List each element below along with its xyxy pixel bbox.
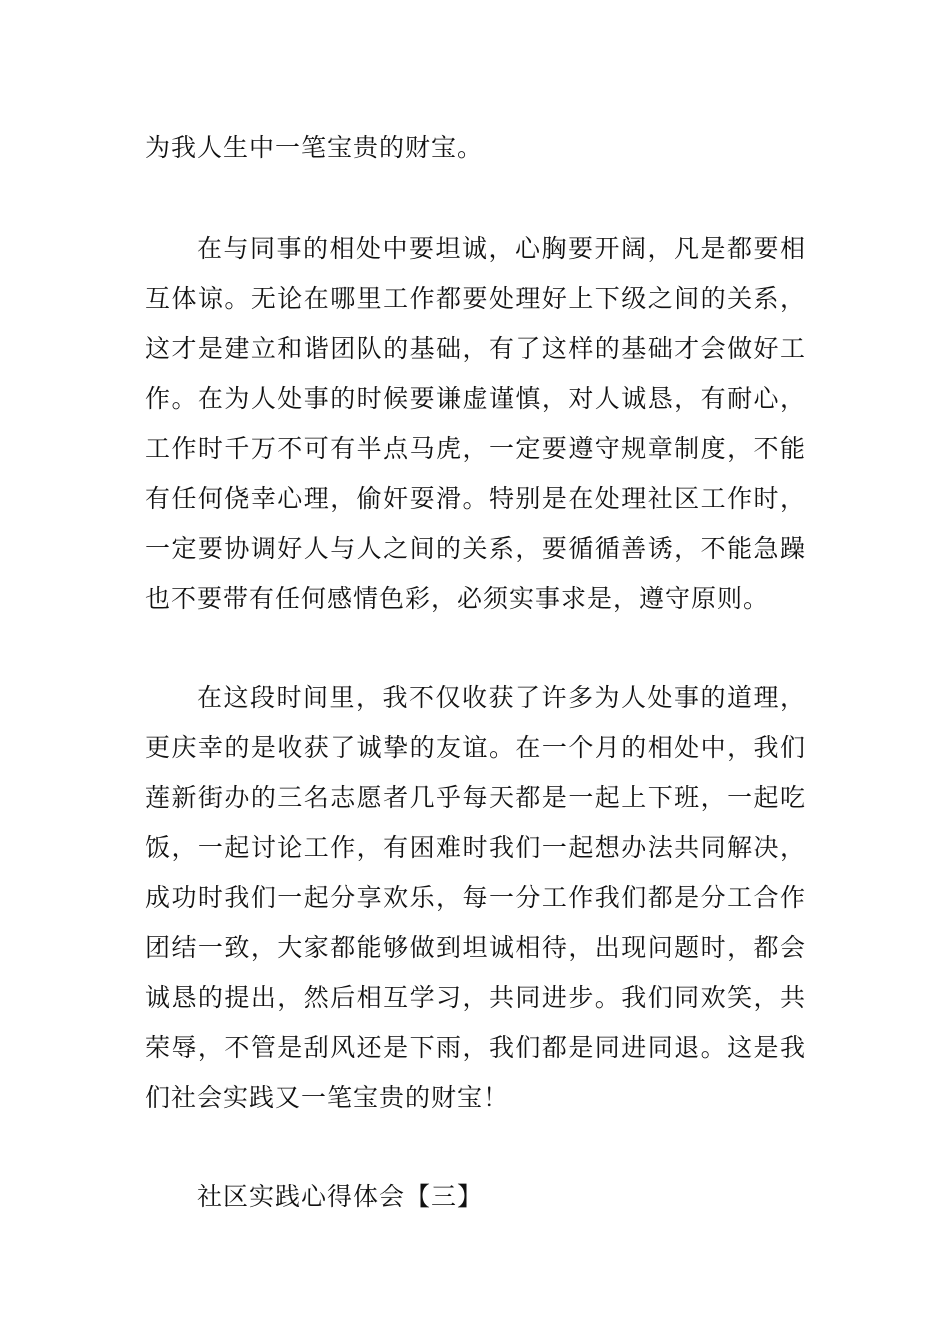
paragraph-2-line-2: 互体谅。无论在哪里工作都要处理好上下级之间的关系， [145, 284, 805, 313]
paragraph-3-line-8: 荣辱，不管是刮风还是下雨，我们都是同进同退。这是我 [145, 1033, 805, 1062]
paragraph-2-line-6: 有任何侥幸心理，偷奸耍滑。特别是在处理社区工作时， [145, 484, 805, 513]
section-heading: 社区实践心得体会【三】 [197, 1182, 484, 1211]
paragraph-3-line-4: 饭，一起讨论工作，有困难时我们一起想办法共同解决， [145, 833, 805, 862]
paragraph-2-line-4: 作。在为人处事的时候要谦虚谨慎，对人诚恳，有耐心， [145, 384, 805, 413]
paragraph-3-line-6: 团结一致，大家都能够做到坦诚相待，出现问题时，都会 [145, 933, 805, 962]
paragraph-1-line-1: 为我人生中一笔宝贵的财宝。 [145, 133, 484, 162]
paragraph-2-line-8: 也不要带有任何感情色彩，必须实事求是，遵守原则。 [145, 584, 770, 613]
paragraph-3-line-2: 更庆幸的是收获了诚挚的友谊。在一个月的相处中，我们 [145, 733, 805, 762]
paragraph-2-line-5: 工作时千万不可有半点马虎，一定要遵守规章制度，不能 [145, 434, 805, 463]
paragraph-3-line-7: 诚恳的提出，然后相互学习，共同进步。我们同欢笑，共 [145, 983, 805, 1012]
paragraph-3-line-3: 莲新街办的三名志愿者几乎每天都是一起上下班，一起吃 [145, 783, 805, 812]
paragraph-2-line-7: 一定要协调好人与人之间的关系，要循循善诱，不能急躁 [145, 534, 805, 563]
paragraph-3-line-1: 在这段时间里，我不仅收获了许多为人处事的道理， [197, 683, 805, 712]
paragraph-3-line-9: 们社会实践又一笔宝贵的财宝！ [145, 1083, 510, 1112]
paragraph-2-line-1: 在与同事的相处中要坦诚，心胸要开阔，凡是都要相 [197, 234, 805, 263]
paragraph-3-line-5: 成功时我们一起分享欢乐，每一分工作我们都是分工合作 [145, 883, 805, 912]
paragraph-2-line-3: 这才是建立和谐团队的基础，有了这样的基础才会做好工 [145, 334, 805, 363]
